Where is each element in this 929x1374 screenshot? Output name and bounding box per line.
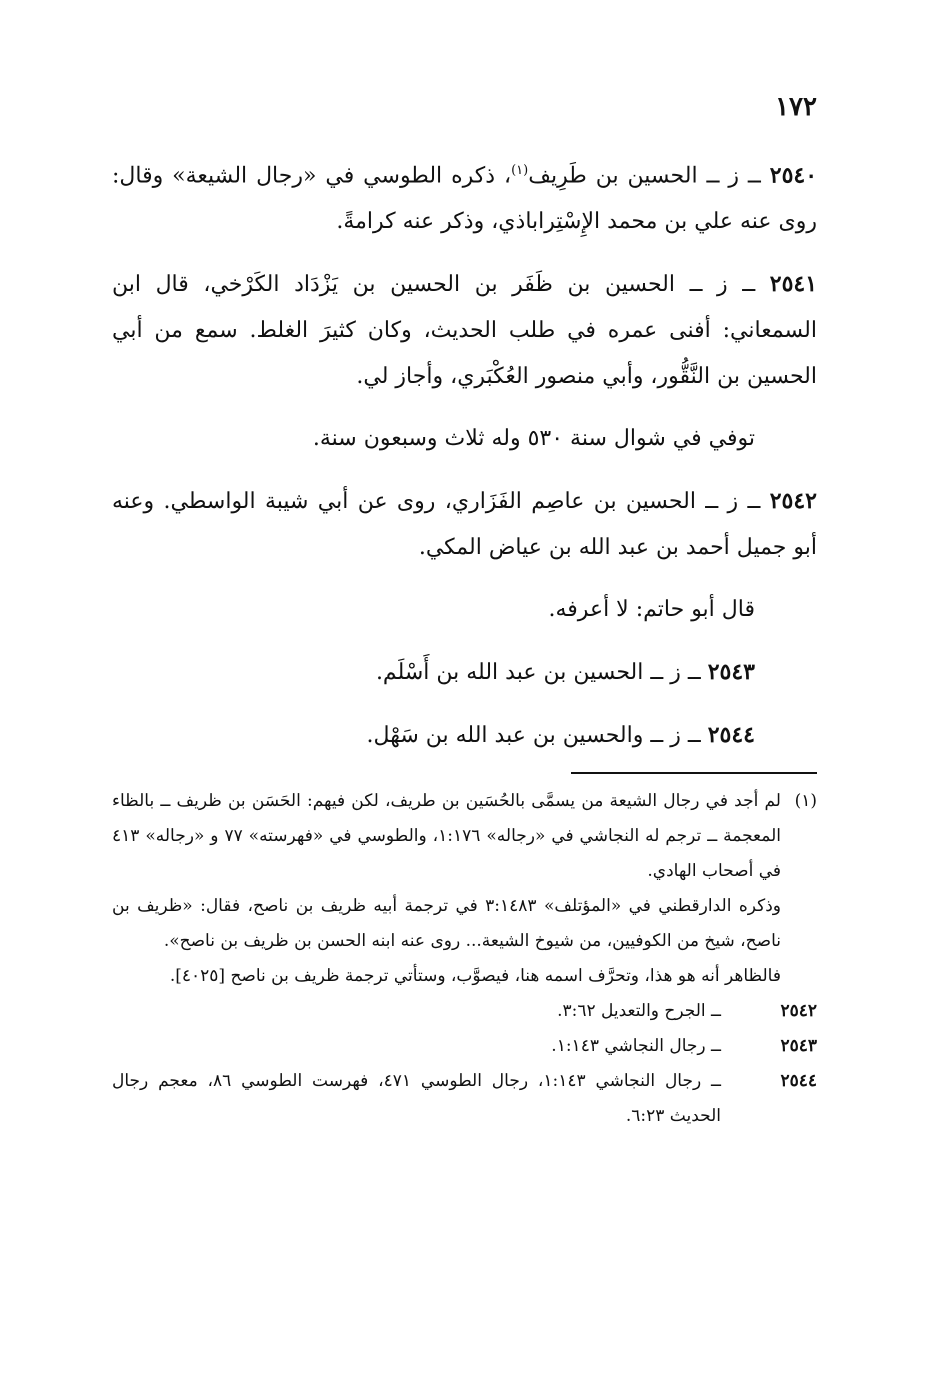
footnote-1: [112, 784, 817, 994]
entry-text: ــ ز ــ والحسين بن عبد الله بن سَهْل.: [366, 723, 701, 749]
footnote-paragraph: لم أجد في رجال الشيعة من يسمَّى بالحُسَين بن طريف، لكن فيهم: الحَسَن بن ظريف ــ بالظاء المعجمة ــ ترجم له النجاشي في «رجاله» ١:١٧٦، والطوسي في «فهرسته» ٧٧ و «رجاله» ٤١٣ في أصحاب الهادي.: [112, 791, 781, 881]
entry-number: ٢٥٤٠: [769, 162, 818, 189]
entry-2541: [112, 261, 817, 400]
reference-text: ــ رجال النجاشي ١:١٤٣.: [551, 1036, 721, 1056]
main-text: [112, 148, 817, 775]
entry-text: توفي في شوال سنة ٥٣٠ وله ثلاث وسبعون سنة.: [312, 426, 755, 452]
entry-text: ــ ز ــ الحسين بن عاصِم الفَزَاري، روى عن أبي شيبة الواسطي. وعنه أبو جميل أحمد بن عبد الله بن عياض المكي.: [112, 489, 817, 561]
footnote-paragraph: وذكره الدارقطني في «المؤتلف» ٣:١٤٨٣ في ترجمة أبيه ظريف بن ناصح، فقال: «ظريف بن ناصح، شيخ من الكوفيين، من شيوخ الشيعة... روى عنه ابنه الحسن بن ظريف بن ناصح».: [112, 896, 781, 951]
entry-text: ــ ز ــ الحسين بن طَرِيف: [528, 163, 761, 189]
reference-text: ــ الجرح والتعديل ٣:٦٢.: [557, 1001, 721, 1021]
entry-2542: [112, 478, 817, 571]
footnote-divider: [571, 772, 817, 774]
reference-number: ٢٥٤٢: [780, 1001, 817, 1021]
reference-text: ــ رجال النجاشي ١:١٤٣، رجال الطوسي ٤٧١، فهرست الطوسي ٨٦، معجم رجال الحديث ٦:٢٣.: [112, 1071, 722, 1126]
entry-2541-note: [112, 416, 817, 462]
entry-2543: [112, 649, 817, 696]
entry-number: ٢٥٤٣: [707, 659, 755, 686]
entry-2542-note: [112, 587, 817, 633]
footnote-marker: (١): [794, 791, 817, 811]
entry-2544: [112, 712, 817, 759]
page-number: ١٧٢: [775, 92, 817, 122]
reference-line: [112, 1029, 817, 1064]
footnotes: [112, 784, 817, 1134]
entry-text: ــ ز ــ الحسين بن عبد الله بن أَسْلَم.: [375, 660, 701, 686]
reference-number: ٢٥٤٤: [780, 1071, 817, 1091]
entry-number: ٢٥٤١: [769, 271, 818, 298]
entry-number: ٢٥٤٢: [769, 488, 817, 515]
entry-text: قال أبو حاتم: لا أعرفه.: [548, 597, 755, 623]
reference-line: [112, 1064, 817, 1134]
reference-line: [112, 994, 817, 1029]
footnote-ref[interactable]: (١): [511, 163, 529, 178]
reference-number: ٢٥٤٣: [780, 1036, 817, 1056]
entry-text: ــ ز ــ الحسين بن ظَفَر بن الحسين بن يَزْدَاد الكَرْخي، قال ابن السمعاني: أفنى عمره في طلب الحديث، وكان كثيرَ الغلط. سمع من أبي الحسين بن النَّقُّور، وأبي منصور العُكْبَري، وأجاز لي.: [112, 272, 817, 390]
footnote-paragraph: فالظاهر أنه هو هذا، وتحرَّف اسمه هنا، فيصوَّب، وستأتي ترجمة ظريف بن ناصح [٤٠٢٥].: [169, 966, 781, 986]
entry-number: ٢٥٤٤: [707, 722, 755, 749]
entry-2540: [112, 148, 817, 245]
entry-text-continued: ، ذكره الطوسي في «رجال الشيعة» وقال: روى عنه علي بن محمد الإِسْتِراباذي، وذكر عنه كرامةً.: [112, 163, 817, 235]
